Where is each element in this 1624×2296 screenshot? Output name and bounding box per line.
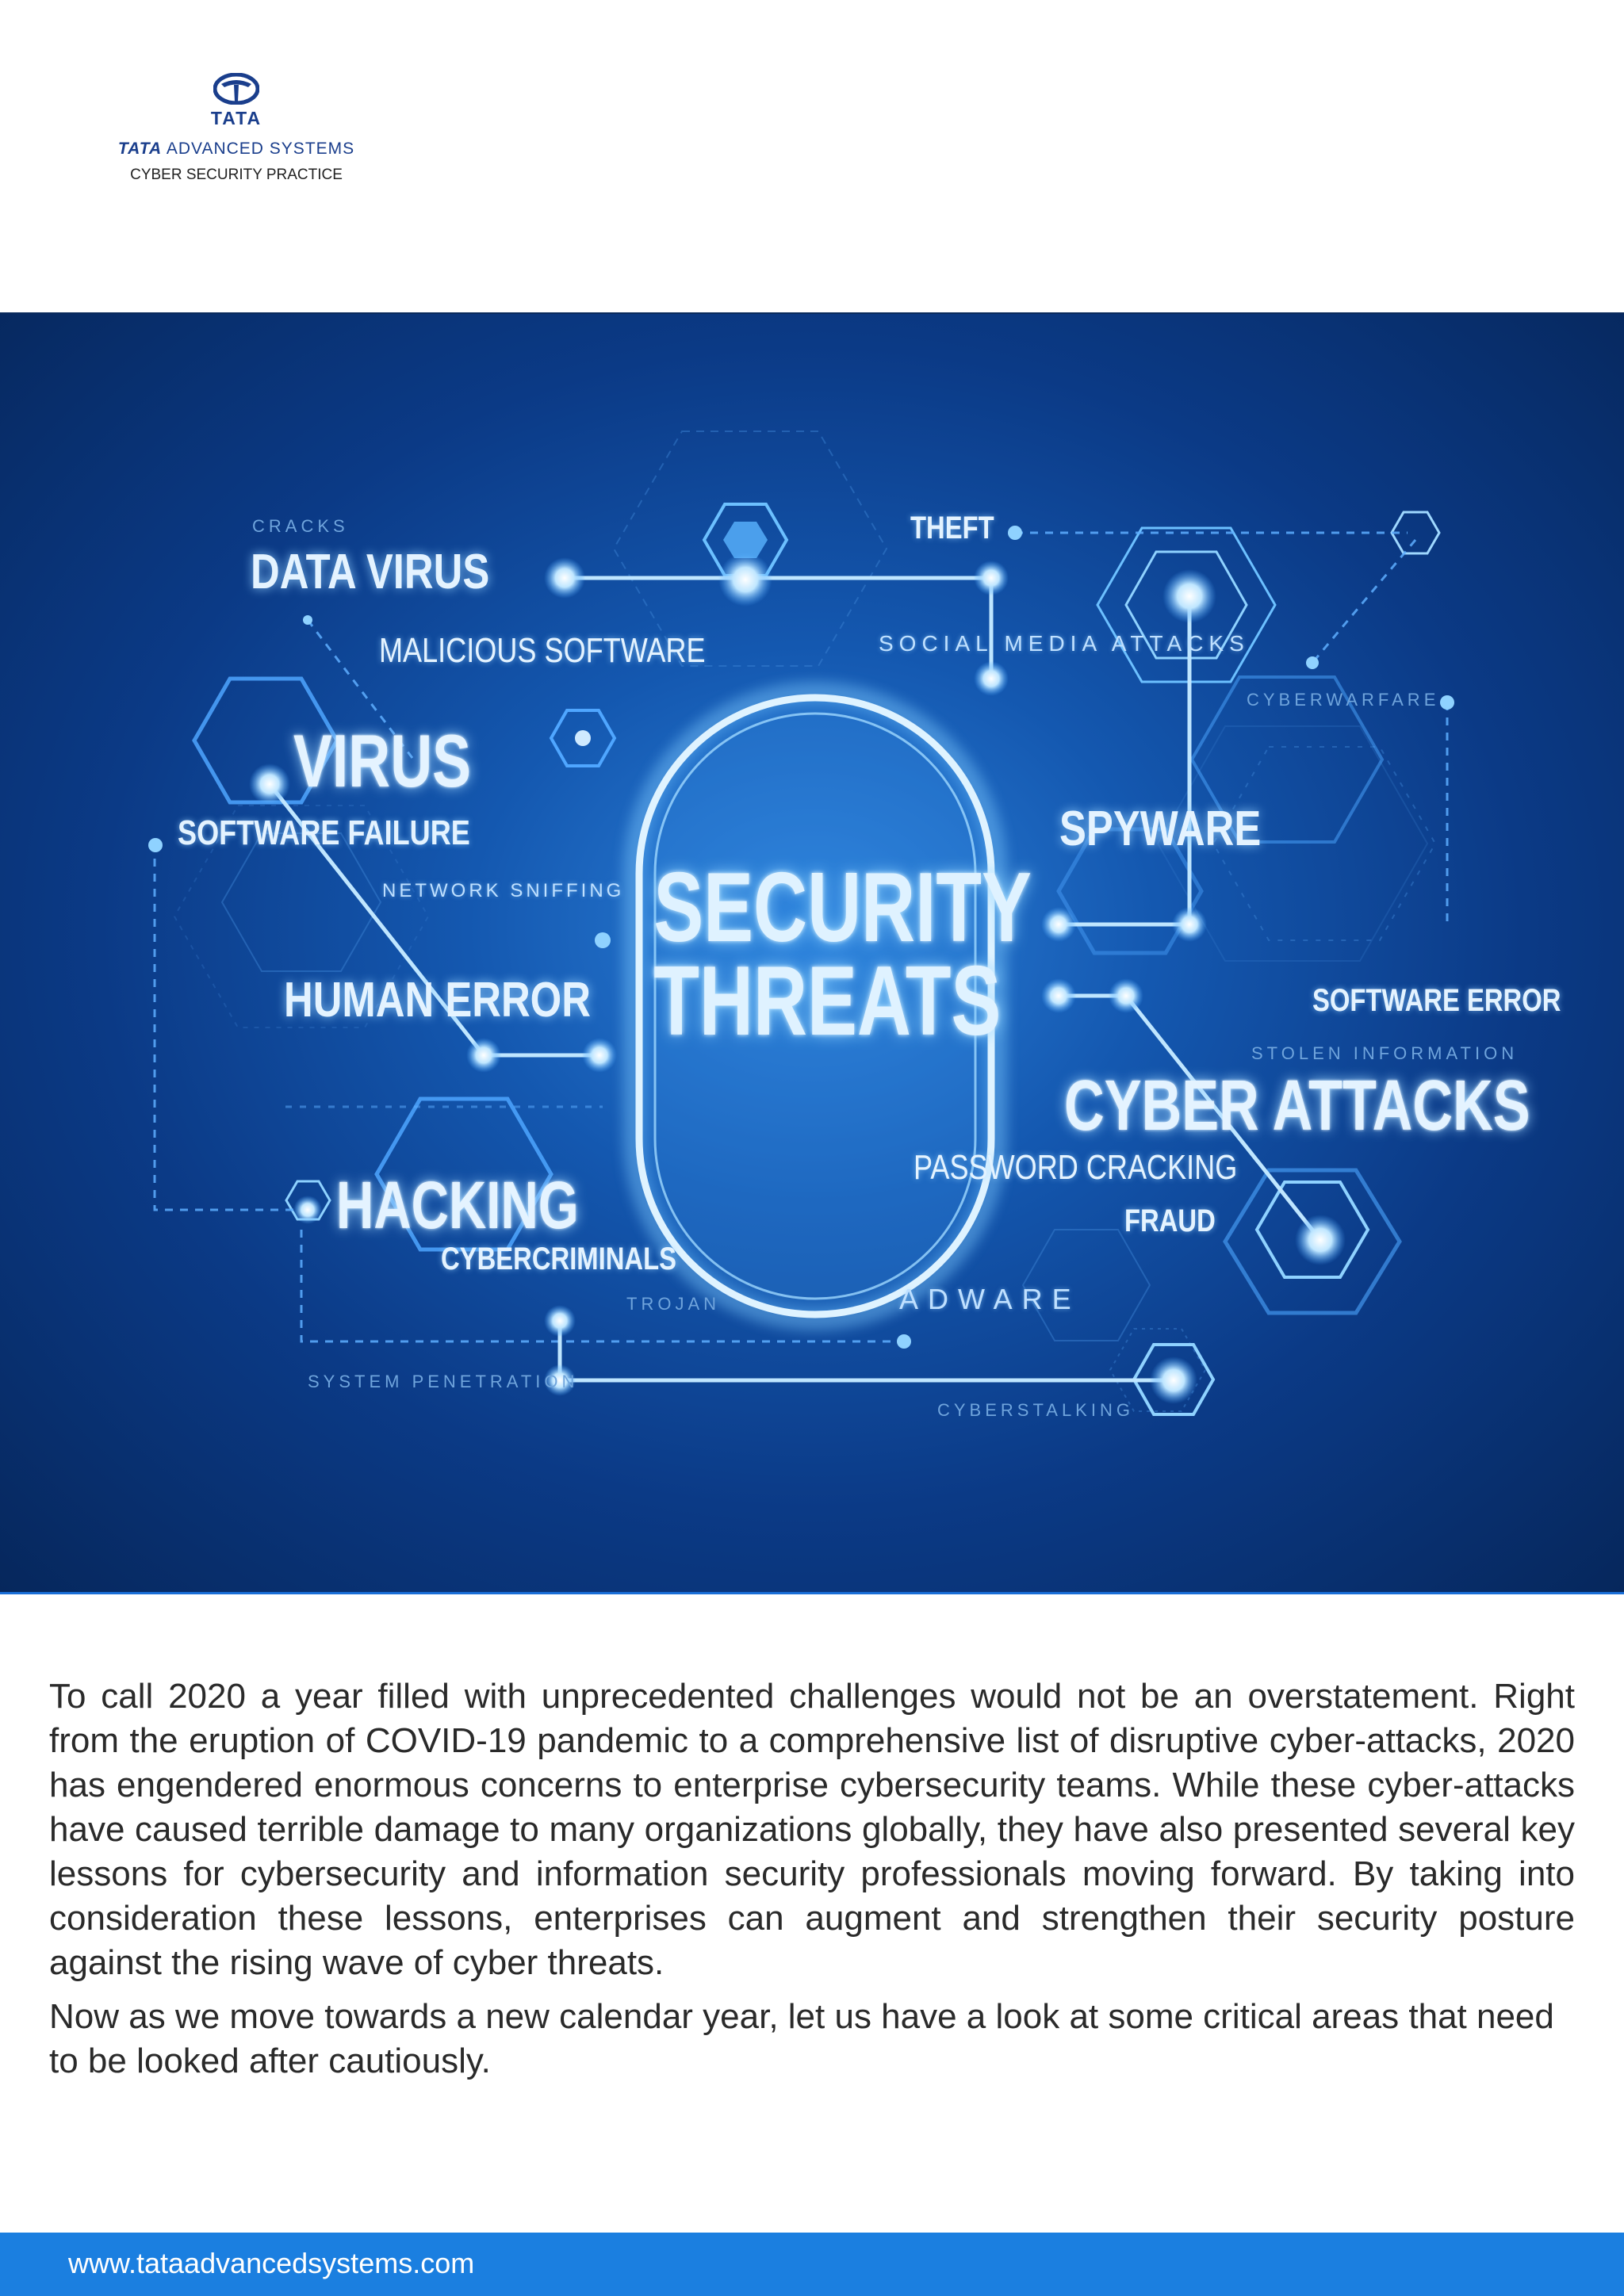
hero-title <box>653 853 1032 1056</box>
label-cyberwarfare: CYBERWARFARE <box>1247 690 1440 710</box>
footer-bar <box>0 2233 1624 2296</box>
label-cyber-attacks: CYBER ATTACKS <box>1064 1066 1530 1146</box>
label-network-sniffing: NETWORK SNIFFING <box>382 880 625 901</box>
label-human-error: HUMAN ERROR <box>284 973 591 1027</box>
paragraph-intro: To call 2020 a year filled with unprecedented challenges would not be an overstatement. Right from the eruption of COVID-19 pandemic to a comprehensive list of disruptive cyber-attacks, 2020 has engendered enormous concerns to enterprise cybersecurity teams. While these cyber-attacks have caused terrible damage to many organizations globally, they have also presented several key lessons for cybersecurity and information security professionals moving forward. By taking into consideration these lessons, enterprises can augment and strengthen their security posture against the rising wave of cyber threats. <box>49 1677 1575 1982</box>
logo-wordmark: TATA <box>210 108 262 128</box>
article-body <box>49 1674 1575 2093</box>
label-data-virus: DATA VIRUS <box>251 545 490 599</box>
label-cracks: CRACKS <box>252 516 349 536</box>
label-fraud: FRAUD <box>1124 1203 1216 1238</box>
company-name <box>94 140 379 159</box>
label-system-penetration: SYSTEM PENETRATION <box>308 1372 579 1391</box>
security-threats-hero-image <box>0 312 1624 1594</box>
website-link[interactable]: www.tataadvancedsystems.com <box>68 2247 475 2279</box>
tata-logo-icon <box>213 73 259 105</box>
label-software-failure: SOFTWARE FAILURE <box>178 813 470 852</box>
label-social-media-attacks: SOCIAL MEDIA ATTACKS <box>879 631 1250 656</box>
label-password-cracking: PASSWORD CRACKING <box>914 1148 1238 1187</box>
label-cybercriminals: CYBERCRIMINALS <box>441 1242 677 1276</box>
company-name-rest: ADVANCED SYSTEMS <box>162 140 355 158</box>
label-trojan: TROJAN <box>626 1294 720 1314</box>
label-hacking: HACKING <box>336 1168 579 1242</box>
label-virus: VIRUS <box>293 719 472 802</box>
practice-name: CYBER SECURITY PRACTICE <box>130 166 343 183</box>
hero-title-line1: SECURITY <box>653 853 1032 962</box>
label-theft: THEFT <box>910 511 994 545</box>
label-adware: ADWARE <box>899 1283 1081 1315</box>
paragraph-outlook: Now as we move towards a new calendar year, let us have a look at some critical areas that need to be looked after cautiously. <box>49 1997 1554 2080</box>
label-software-error: SOFTWARE ERROR <box>1312 983 1561 1018</box>
company-logo <box>94 73 379 184</box>
hero-title-line2: THREATS <box>653 947 1002 1056</box>
label-malicious-software: MALICIOUS SOFTWARE <box>379 631 706 670</box>
label-spyware: SPYWARE <box>1059 802 1262 856</box>
company-brand: TATA <box>117 140 163 158</box>
label-cyberstalking: CYBERSTALKING <box>937 1400 1134 1420</box>
label-stolen-information: STOLEN INFORMATION <box>1251 1043 1519 1063</box>
